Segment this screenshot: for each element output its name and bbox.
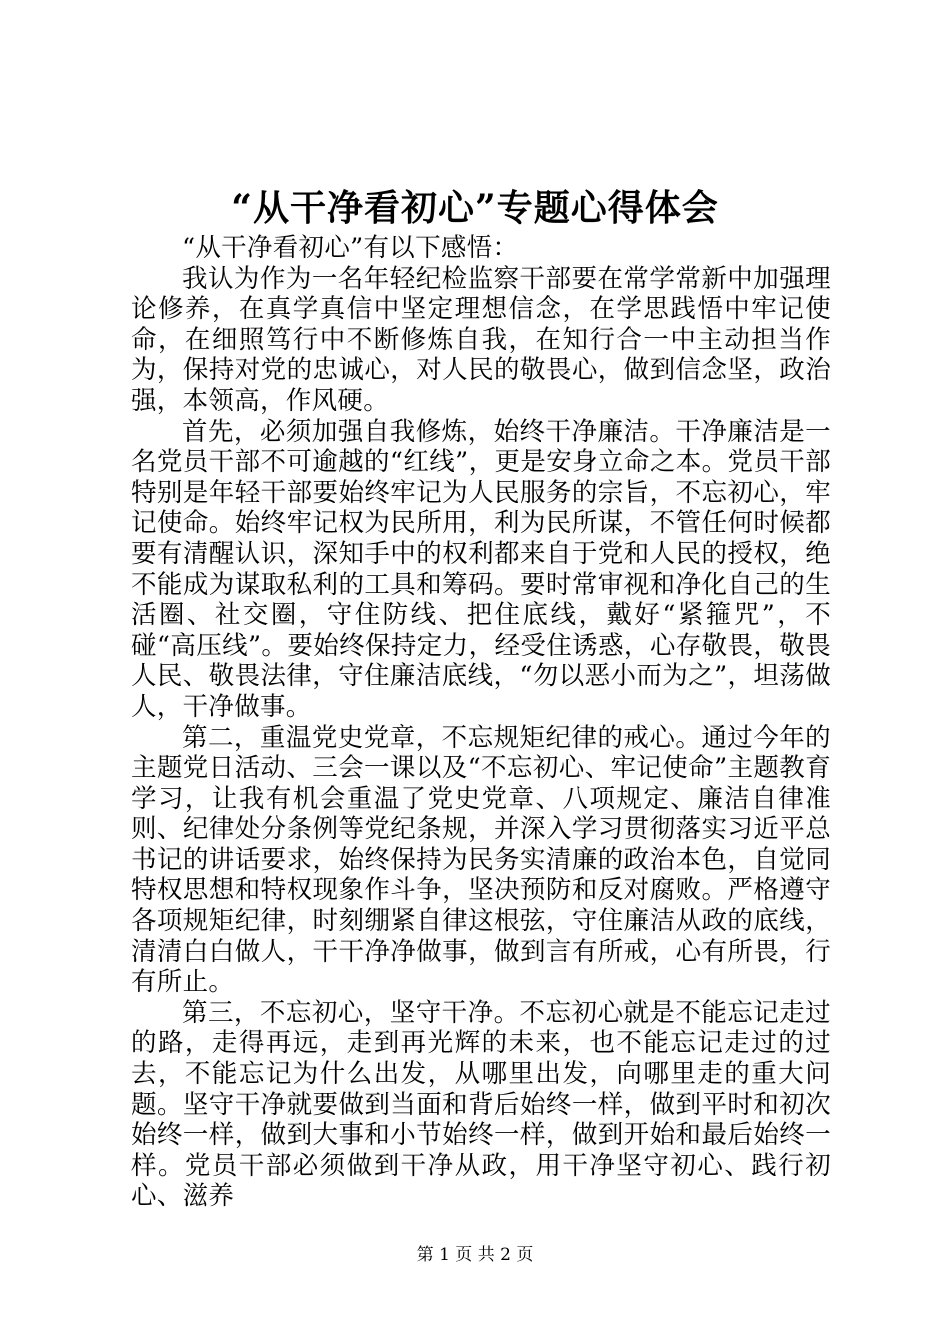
paragraph-intro: “从干净看初心”有以下感悟： (182, 233, 519, 263)
document-body (131, 233, 831, 1212)
document-title: “从干净看初心”专题心得体会 (231, 187, 719, 229)
paragraph-3: 第二，重温党史党章，不忘规矩纪律的戒心。通过今年的主题党日活动、三会一课以及“不忘初心、牢记使命”主题教育学习，让我有机会重温了党史党章、八项规定、廉洁自律准则、纪律处分条例等党纪条规，并深入学习贯彻落实习近平总书记的讲话要求，始终保持为民务实清廉的政治本色，自觉同特权思想和特权现象作斗争，坚决预防和反对腐败。严格遵守各项规矩纪律，时刻绷紧自律这根弦，守住廉洁从政的底线，清清白白做人，干干净净做事，做到言有所戒，心有所畏，行有所止。 (131, 722, 831, 998)
paragraph-2: 首先，必须加强自我修炼，始终干净廉洁。干净廉洁是一名党员干部不可逾越的“红线”，更是安身立命之本。党员干部特别是年轻干部要始终牢记为人民服务的宗旨，不忘初心，牢记使命。始终牢记权为民所用，利为民所谋，不管任何时候都要有清醒认识，深知手中的权利都来自于党和人民的授权，绝不能成为谋取私利的工具和筹码。要时常审视和净化自己的生活圈、社交圈，守住防线、把住底线，戴好“紧箍咒”，不碰“高压线”。要始终保持定力，经受住诱惑，心存敬畏，敬畏人民、敬畏法律，守住廉洁底线，“勿以恶小而为之”，坦荡做人，干净做事。 (131, 416, 831, 722)
paragraph-1: 我认为作为一名年轻纪检监察干部要在常学常新中加强理论修养，在真学真信中坚定理想信念，在学思践悟中牢记使命，在细照笃行中不断修炼自我，在知行合一中主动担当作为，保持对党的忠诚心，对人民的敬畏心，做到信念坚，政治强，本领高，作风硬。 (131, 263, 831, 416)
paragraph-4: 第三，不忘初心，坚守干净。不忘初心就是不能忘记走过的路，走得再远，走到再光辉的未来，也不能忘记走过的过去，不能忘记为什么出发，从哪里出发，向哪里走的重大问题。坚守干净就要做到当面和背后始终一样，做到平时和初次始终一样，做到大事和小节始终一样，做到开始和最后始终一样。党员干部必须做到干净从政，用干净坚守初心、践行初心、滋养 (131, 997, 831, 1212)
page-footer: 第 1 页 共 2 页 (416, 1245, 534, 1265)
